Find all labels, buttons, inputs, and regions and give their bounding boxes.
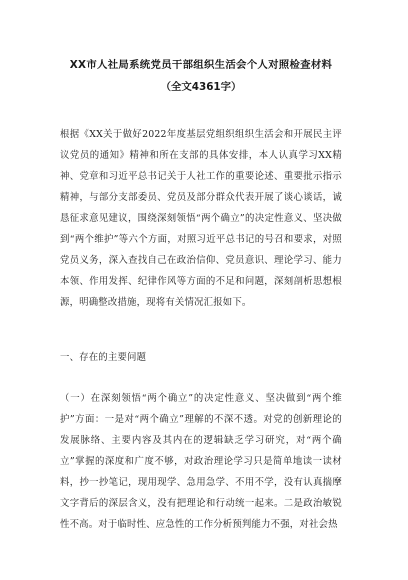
section-heading: 一、存在的主要问题	[60, 352, 147, 363]
document-subtitle: （全文4361字）	[160, 81, 242, 93]
document-title: XX市人社局系统党员干部组织生活会个人对照检查材料	[69, 59, 333, 71]
problem-paragraph: （一）在深刻领悟“两个确立”的决定性意义、坚决做到“两个维护”方面：一是对“两个确立”理解的不深不透。对党的创新理论的发展脉络、主要内容及其内在的逻辑缺乏学习研究，对“两个确立”掌握的深度和广度不够，对政治理论学习只是简单地读一读材料，抄一抄笔记，现用现学、急用急学、不用不学，没有认真揣摩文字背后的深层含义，没有把理论和行动统一起来。二是政治敏锐性不高。对于临时性、应急性的工作分析预判能力不强，对社会热	[60, 393, 342, 530]
intro-paragraph: 根据《XX关于做好2022年度基层党组织组织生活会和开展民主评议党员的通知》精神和所在支部的具体安排，本人认真学习XX精神、党章和习近平总书记关于人社工作的重要论述、重要批示指示精神，与部分支部委员、党员及部分群众代表开展了谈心谈话，诚恳征求意见建议，围绕深刻领悟“两个确立”的决定性意义、坚决做到“两个维护”等六个方面，对照习近平总书记的号召和要求，对照党员义务，深入查找自己在政治信仰、党员意识、理论学习、能力本领、作用发挥、纪律作风等方面的不足和问题，深刻剖析思想根源，明确整改措施，现将有关情况汇报如下。	[60, 129, 342, 308]
